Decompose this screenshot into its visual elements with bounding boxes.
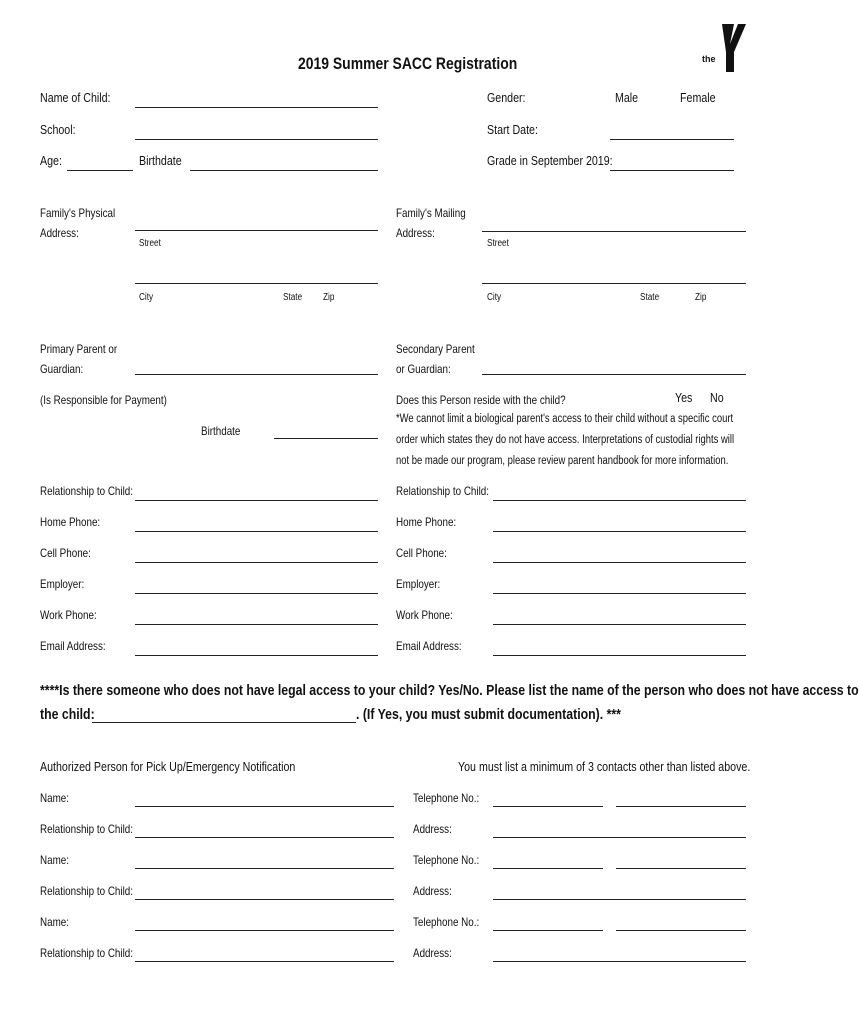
physical-street-label: Street: [139, 238, 161, 249]
primary-parent-label-1: Primary Parent or: [40, 342, 118, 356]
gender-female-option[interactable]: Female: [680, 90, 716, 105]
physical-zip-label: Zip: [323, 292, 335, 303]
svg-text:the: the: [702, 54, 716, 64]
contact-2-telephone-field-1[interactable]: [493, 868, 603, 869]
legal-access-question: ****Is there someone who does not have legal access to your child? Yes/No. Please list the name of the person who does not have access to: [40, 682, 859, 699]
mailing-city-label: City: [487, 292, 502, 303]
contact-1-address-label: Address:: [413, 822, 452, 836]
page-title: 2019 Summer SACC Registration: [298, 54, 518, 73]
gender-male-option[interactable]: Male: [615, 90, 639, 105]
custody-note: *We cannot limit a biological parent's access to their child without a specific court order which states they do not have access. Interpretations of custodial rights will not be made our program, please review parent handbook for more information.: [396, 413, 735, 467]
school-label: School:: [40, 122, 76, 137]
primary-relationship-label: Relationship to Child:: [40, 484, 133, 498]
contact-2-telephone-field-2[interactable]: [616, 868, 746, 869]
start-date-field[interactable]: [610, 139, 734, 140]
contact-2-address-label: Address:: [413, 884, 452, 898]
physical-city-label: City: [139, 292, 154, 303]
secondary-work-phone-field[interactable]: [493, 624, 746, 625]
child-birthdate-field[interactable]: [190, 170, 378, 171]
primary-parent-label-2: Guardian:: [40, 362, 84, 376]
contact-3-address-field[interactable]: [493, 961, 746, 962]
contact-2-relationship-field[interactable]: [135, 899, 394, 900]
secondary-relationship-field[interactable]: [493, 500, 746, 501]
physical-address-label-1: Family's Physical: [40, 206, 116, 220]
contact-3-name-label: Name:: [40, 915, 69, 929]
physical-state-label: State: [283, 292, 303, 303]
secondary-home-phone-field[interactable]: [493, 531, 746, 532]
primary-cell-phone-field[interactable]: [135, 562, 378, 563]
contact-3-relationship-label: Relationship to Child:: [40, 946, 133, 960]
birthdate-label: Birthdate: [139, 153, 182, 168]
contact-2-address-field[interactable]: [493, 899, 746, 900]
gender-label: Gender:: [487, 90, 526, 105]
secondary-email-label: Email Address:: [396, 639, 462, 653]
mailing-street-field[interactable]: [482, 231, 746, 232]
grade-label: Grade in September 2019:: [487, 153, 613, 168]
mailing-street-label: Street: [487, 238, 509, 249]
reside-no-option[interactable]: No: [710, 390, 724, 405]
primary-work-phone-field[interactable]: [135, 624, 378, 625]
contact-3-telephone-label: Telephone No.:: [413, 915, 480, 929]
age-label: Age:: [40, 153, 62, 168]
primary-cell-phone-label: Cell Phone:: [40, 546, 91, 560]
mailing-address-label-2: Address:: [396, 226, 435, 240]
responsible-for-payment-note: (Is Responsible for Payment): [40, 393, 167, 407]
secondary-parent-field[interactable]: [482, 374, 746, 375]
secondary-employer-field[interactable]: [493, 593, 746, 594]
secondary-home-phone-label: Home Phone:: [396, 515, 457, 529]
contact-2-telephone-label: Telephone No.:: [413, 853, 480, 867]
contact-1-relationship-label: Relationship to Child:: [40, 822, 133, 836]
secondary-email-field[interactable]: [493, 655, 746, 656]
secondary-parent-label-1: Secondary Parent: [396, 342, 475, 356]
school-field[interactable]: [135, 139, 378, 140]
physical-street-field[interactable]: [135, 230, 378, 231]
contact-2-relationship-label: Relationship to Child:: [40, 884, 133, 898]
reside-yes-option[interactable]: Yes: [675, 390, 693, 405]
contact-1-telephone-field-2[interactable]: [616, 806, 746, 807]
mailing-address-label-1: Family's Mailing: [396, 206, 466, 220]
primary-birthdate-label: Birthdate: [201, 424, 241, 438]
contact-3-name-field[interactable]: [135, 930, 394, 931]
secondary-relationship-label: Relationship to Child:: [396, 484, 489, 498]
contact-3-address-label: Address:: [413, 946, 452, 960]
physical-city-state-zip-field[interactable]: [135, 283, 378, 284]
contact-1-relationship-field[interactable]: [135, 837, 394, 838]
primary-home-phone-field[interactable]: [135, 531, 378, 532]
ymca-logo: [700, 22, 746, 74]
reside-question: Does this Person reside with the child?: [396, 393, 566, 407]
secondary-cell-phone-field[interactable]: [493, 562, 746, 563]
contact-3-telephone-field-1[interactable]: [493, 930, 603, 931]
primary-email-label: Email Address:: [40, 639, 106, 653]
name-of-child-label: Name of Child:: [40, 90, 111, 105]
legal-access-documentation-note: . (If Yes, you must submit documentation). ***: [356, 706, 621, 723]
secondary-employer-label: Employer:: [396, 577, 441, 591]
legal-access-child-label: the child:: [40, 706, 95, 723]
contact-1-telephone-field-1[interactable]: [493, 806, 603, 807]
grade-field[interactable]: [610, 170, 734, 171]
y-logo-icon: [700, 22, 746, 74]
physical-address-label-2: Address:: [40, 226, 79, 240]
contact-3-relationship-field[interactable]: [135, 961, 394, 962]
primary-parent-field[interactable]: [135, 374, 378, 375]
primary-home-phone-label: Home Phone:: [40, 515, 101, 529]
legal-access-name-field[interactable]: [92, 722, 356, 723]
contact-1-name-label: Name:: [40, 791, 69, 805]
contact-2-name-label: Name:: [40, 853, 69, 867]
start-date-label: Start Date:: [487, 122, 538, 137]
name-of-child-field[interactable]: [135, 107, 378, 108]
primary-employer-field[interactable]: [135, 593, 378, 594]
mailing-state-label: State: [640, 292, 660, 303]
primary-employer-label: Employer:: [40, 577, 85, 591]
contact-3-telephone-field-2[interactable]: [616, 930, 746, 931]
primary-relationship-field[interactable]: [135, 500, 378, 501]
contact-1-address-field[interactable]: [493, 837, 746, 838]
contact-1-telephone-label: Telephone No.:: [413, 791, 480, 805]
secondary-work-phone-label: Work Phone:: [396, 608, 453, 622]
primary-birthdate-field[interactable]: [274, 438, 378, 439]
contact-1-name-field[interactable]: [135, 806, 394, 807]
secondary-parent-label-2: or Guardian:: [396, 362, 451, 376]
secondary-cell-phone-label: Cell Phone:: [396, 546, 447, 560]
primary-work-phone-label: Work Phone:: [40, 608, 97, 622]
contact-2-name-field[interactable]: [135, 868, 394, 869]
primary-email-field[interactable]: [135, 655, 378, 656]
mailing-city-state-zip-field[interactable]: [482, 283, 746, 284]
mailing-zip-label: Zip: [695, 292, 707, 303]
age-field[interactable]: [67, 170, 133, 171]
minimum-contacts-note: You must list a minimum of 3 contacts other than listed above.: [458, 759, 751, 774]
authorized-heading: Authorized Person for Pick Up/Emergency Notification: [40, 759, 296, 774]
